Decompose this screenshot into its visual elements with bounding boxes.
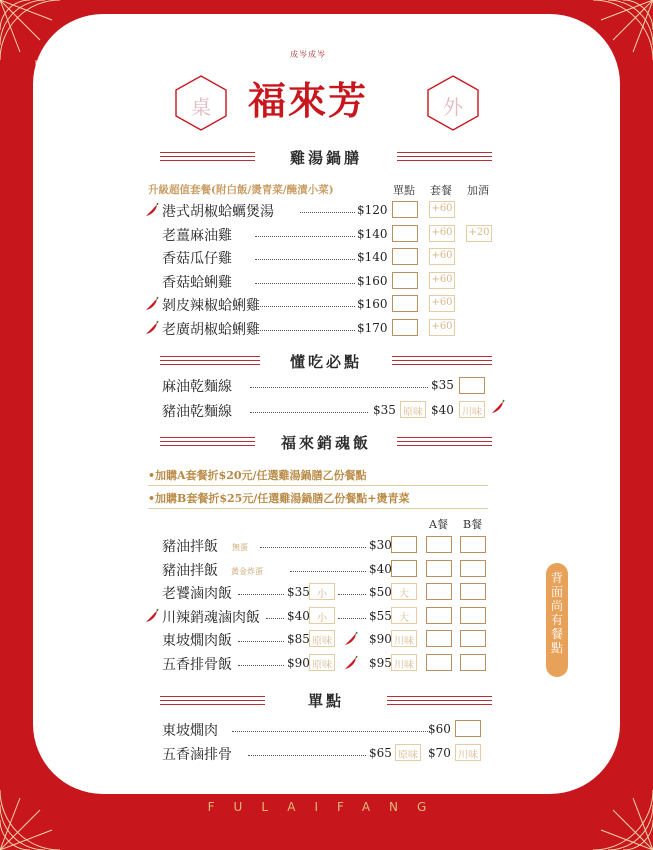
order-box-set[interactable] (429, 201, 455, 218)
menu-item-price: $120 (357, 203, 388, 217)
order-box-sichuan[interactable] (455, 744, 481, 761)
box-tag: 川味 (458, 750, 478, 761)
menu-item-name: 香菇蛤蜊雞 (162, 274, 232, 291)
order-box-large[interactable] (391, 583, 417, 600)
order-box-single[interactable] (391, 560, 417, 577)
menu-item-price: $40 (287, 608, 310, 623)
order-box-b-meal[interactable] (460, 630, 486, 647)
menu-item-price: $35 (373, 403, 396, 417)
box-tag: 原味 (312, 659, 332, 671)
menu-item-price: $65 (369, 746, 392, 760)
title-rule-left (160, 696, 265, 705)
menu-item-name: 川辣銷魂滷肉飯 (162, 609, 260, 626)
menu-item-price: $160 (357, 273, 388, 288)
col-set: 套餐 (430, 184, 452, 197)
order-box-b-meal[interactable] (460, 654, 486, 671)
order-box-single[interactable] (392, 248, 418, 265)
back-side-tab (546, 563, 568, 677)
order-box-small[interactable] (309, 607, 335, 624)
order-box-large[interactable] (391, 630, 417, 647)
order-box-wine[interactable] (466, 225, 492, 242)
title-rule-left (160, 437, 255, 446)
box-tag: 川味 (394, 659, 414, 671)
menu-item-price: $140 (357, 226, 388, 241)
menu-item-price: $35 (431, 378, 454, 392)
set-surcharge: +60 (431, 273, 453, 285)
title-rule-right (397, 152, 492, 161)
menu-item-name: 豬油拌飯 (162, 539, 218, 555)
leader-dots (255, 306, 355, 307)
leader-dots (255, 236, 355, 237)
menu-item-name: 麻油乾麵線 (162, 379, 232, 395)
chili-pepper-icon (143, 296, 159, 312)
order-box-sichuan[interactable] (459, 401, 485, 418)
title-rule-right (392, 356, 492, 365)
leader-dots (238, 665, 284, 666)
chili-pepper-icon (143, 202, 159, 218)
menu-item-name: 豬油乾麵線 (162, 404, 232, 420)
menu-item-price: $30 (369, 538, 392, 552)
order-box-b-meal[interactable] (460, 607, 486, 624)
menu-item-name: 香菇瓜仔雞 (162, 251, 232, 267)
chili-pepper-icon (342, 655, 358, 671)
order-box-small[interactable] (309, 583, 335, 600)
menu-item-price: $40 (431, 403, 454, 417)
order-box-large[interactable] (391, 654, 417, 671)
leader-dots (290, 571, 366, 572)
box-tag: 大 (399, 589, 409, 600)
menu-item-price: $40 (369, 561, 392, 576)
box-tag: 原味 (398, 750, 418, 761)
title-rule-left (160, 152, 255, 161)
logo-small-text: 成岑成岑 (290, 50, 326, 59)
menu-item-name: 港式胡椒蛤蠣煲湯 (162, 204, 274, 220)
order-box-set[interactable] (429, 319, 455, 336)
chili-pepper-icon (143, 320, 159, 336)
chili-pepper-icon (489, 399, 505, 415)
menu-item-price: $90 (369, 632, 392, 646)
menu-item-price: $85 (287, 632, 310, 646)
leader-dots (238, 641, 284, 642)
menu-item-name: 老廣胡椒蛤蜊雞 (162, 321, 260, 338)
order-box-set[interactable] (429, 295, 455, 312)
title-rule-right (387, 696, 492, 705)
col-b-meal: B餐 (463, 518, 483, 531)
menu-item-price: $70 (428, 746, 451, 760)
order-box-single[interactable] (392, 201, 418, 218)
order-box-single[interactable] (392, 225, 418, 242)
order-box-single[interactable] (392, 295, 418, 312)
menu-item-name: 老薑麻油雞 (162, 227, 232, 244)
menu-item-price: $140 (357, 250, 388, 264)
menu-item-name: 五香滷排骨 (162, 747, 232, 763)
order-box-b-meal[interactable] (460, 583, 486, 600)
menu-item-name: 東坡燗肉飯 (162, 633, 232, 649)
order-box-a-meal[interactable] (426, 560, 452, 577)
menu-paper (33, 14, 620, 794)
leader-dots (255, 283, 355, 284)
promo-note-b: •加購B套餐折$25元/任選雞湯鍋膳乙份餐點+燙青菜 (148, 492, 410, 505)
menu-item-price: $55 (369, 608, 392, 623)
order-box-a-meal[interactable] (426, 630, 452, 647)
leader-dots (232, 731, 428, 732)
leader-dots (338, 594, 366, 595)
menu-item-name: 東坡燗肉 (162, 723, 218, 739)
order-box-set[interactable] (429, 225, 455, 242)
set-meal-subheader: 升級超值套餐(附白飯/燙青菜/醃漬小菜) (148, 184, 334, 196)
menu-item-name: 剝皮辣椒蛤蜊雞 (162, 298, 260, 314)
section-title-rice: 福來銷魂飯 (280, 434, 371, 452)
menu-item-price: $50 (369, 585, 392, 599)
leader-dots (255, 330, 355, 331)
order-box-small[interactable] (309, 630, 335, 647)
menu-item-price: $35 (287, 585, 310, 599)
item-note: 無蛋 (232, 543, 248, 552)
leader-dots (266, 618, 284, 619)
menu-item-price: $95 (369, 655, 392, 670)
section-title-chicken-soup: 雞湯鍋膳 (289, 149, 362, 167)
brand-logo: 福來芳 (248, 78, 369, 123)
menu-item-name: 老饕滷肉飯 (162, 586, 232, 602)
order-box-large[interactable] (391, 607, 417, 624)
leader-dots (255, 259, 355, 260)
leader-dots (260, 547, 366, 548)
col-wine: 加酒 (467, 184, 489, 197)
leader-dots (300, 212, 355, 213)
menu-item-name: 豬油拌飯 (162, 562, 218, 579)
order-box-original[interactable] (400, 401, 426, 418)
box-tag: 川味 (462, 407, 482, 418)
hex-label-dine-in: 桌 (191, 95, 211, 119)
order-box-set[interactable] (429, 248, 455, 265)
set-surcharge: +60 (431, 250, 453, 261)
item-note: 黃金炸蛋 (231, 566, 263, 576)
back-side-note: 背面尚有餐點 (551, 571, 564, 655)
order-box[interactable] (455, 720, 481, 737)
chili-pepper-icon (143, 608, 159, 624)
set-surcharge: +60 (431, 320, 453, 332)
menu-item-price: $170 (357, 320, 388, 335)
order-box-a-meal[interactable] (426, 583, 452, 600)
col-single: 單點 (393, 184, 415, 197)
promo-note-a: •加購A套餐折$20元/任選雞湯鍋膳乙份餐點 (148, 469, 367, 482)
col-a-meal: A餐 (429, 518, 448, 531)
order-box-a-meal[interactable] (426, 607, 452, 624)
order-box-single[interactable] (392, 272, 418, 289)
leader-dots (238, 594, 284, 595)
set-surcharge: +60 (431, 203, 453, 214)
title-rule-right (397, 437, 492, 446)
leader-dots (248, 755, 366, 756)
brand-footer: FULAIFANG (207, 800, 446, 814)
chili-pepper-icon (342, 631, 358, 647)
order-box-small[interactable] (309, 654, 335, 671)
menu-item-price: $60 (428, 722, 451, 736)
order-box-original[interactable] (395, 744, 421, 761)
leader-dots (338, 618, 366, 619)
leader-dots (250, 387, 428, 388)
title-rule-left (160, 356, 260, 365)
order-box-set[interactable] (429, 272, 455, 289)
section-title-a-la-carte: 單點 (307, 692, 344, 710)
box-tag: 原味 (312, 636, 332, 647)
order-box[interactable] (459, 377, 485, 394)
order-box-single[interactable] (391, 536, 417, 553)
order-box-b-meal[interactable] (460, 536, 486, 553)
box-tag: 小 (317, 612, 327, 624)
leader-dots (250, 412, 368, 413)
order-box-a-meal[interactable] (426, 536, 452, 553)
box-tag: 小 (317, 589, 327, 600)
order-box-single[interactable] (392, 319, 418, 336)
hex-label-takeout: 外 (443, 95, 463, 119)
menu-item-price: $160 (357, 297, 388, 311)
box-tag: 川味 (394, 636, 414, 647)
order-box-a-meal[interactable] (426, 654, 452, 671)
box-tag: 原味 (403, 407, 423, 418)
order-box-b-meal[interactable] (460, 560, 486, 577)
menu-item-name: 五香排骨飯 (162, 656, 232, 673)
wine-surcharge: +20 (468, 226, 490, 238)
section-title-must-eat: 懂吃必點 (289, 353, 362, 371)
set-surcharge: +60 (431, 226, 453, 238)
set-surcharge: +60 (431, 297, 453, 308)
box-tag: 大 (399, 612, 409, 624)
menu-item-price: $90 (287, 655, 310, 670)
